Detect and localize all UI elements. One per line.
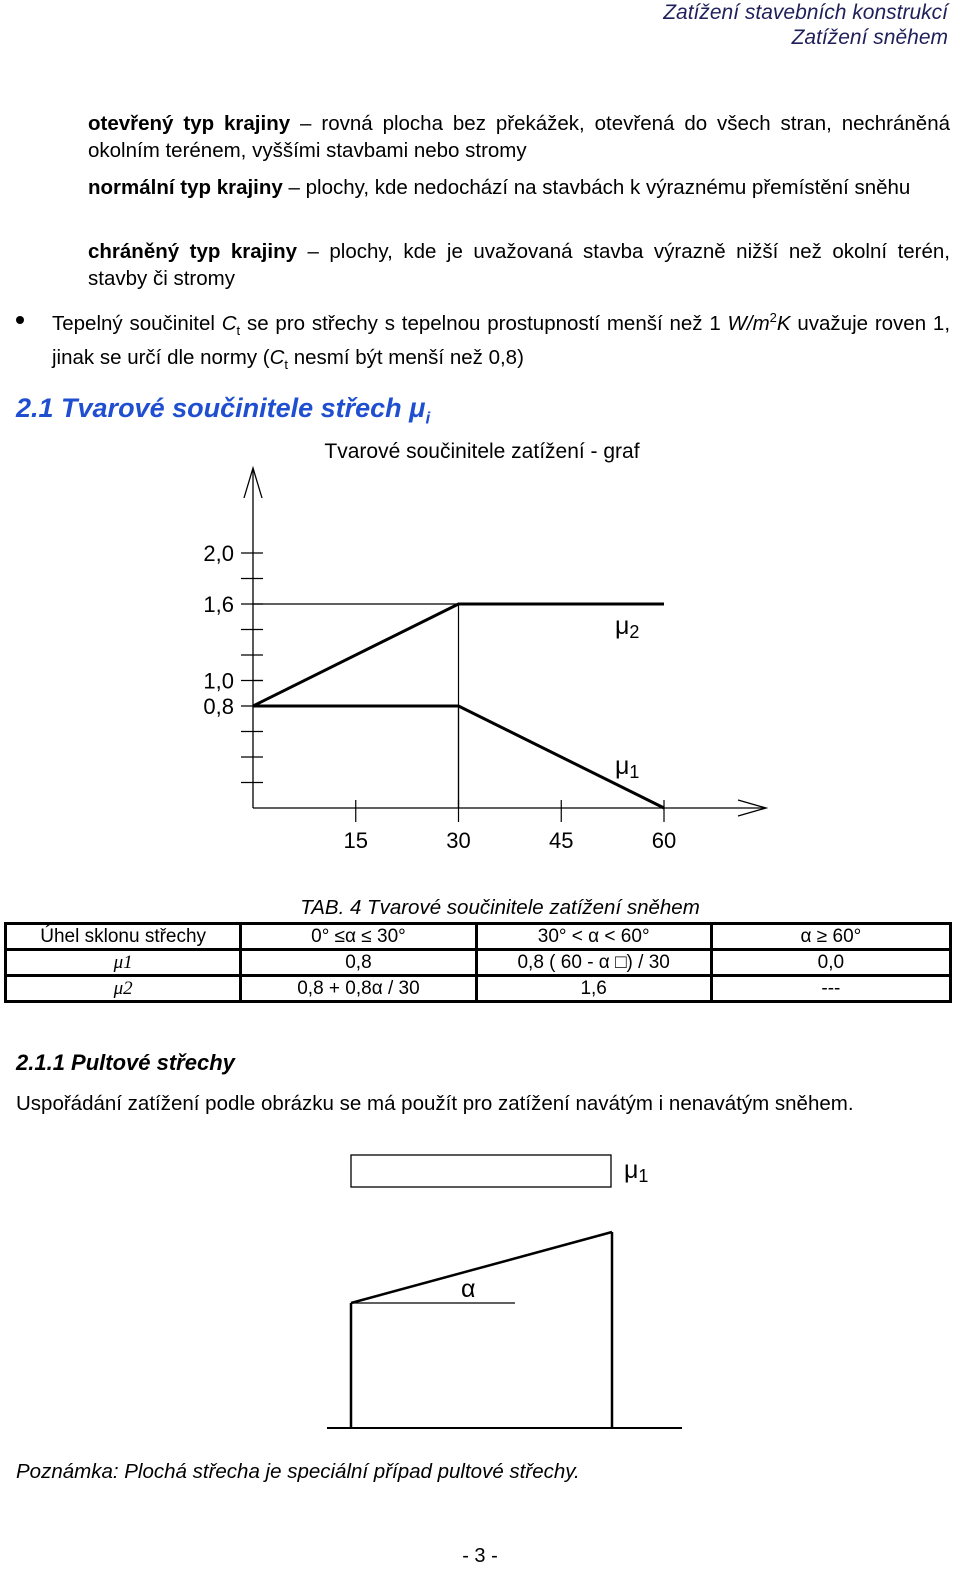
subsection-heading: 2.1.1 Pultové střechy (16, 1050, 235, 1075)
section-heading (16, 393, 430, 428)
x-tick-label: 30 (446, 828, 471, 853)
y-minor-ticks (241, 553, 263, 783)
definition: rovná plocha bez překážek, otevřená do všech stran, nechráněná okolním terénem, vyššími stavbami nebo stromy (88, 112, 950, 162)
table-cell: μ2 (6, 976, 241, 1002)
x-ticks (356, 800, 664, 822)
monopitch-roof-diagram (0, 1140, 960, 1440)
load-label-mu1: μ1 (624, 1156, 649, 1186)
shape-coefficient-chart (0, 430, 960, 860)
bullet-dot (16, 316, 24, 324)
unit: K (776, 311, 791, 335)
section-title: 2.1 Tvarové součinitele střech μ (16, 393, 426, 423)
table-cell: Úhel sklonu střechy (6, 924, 241, 950)
y-tick-label: 1,0 (203, 668, 234, 694)
term: normální typ krajiny (88, 176, 283, 199)
definition: plochy, kde je uvažovaná stavba výrazně nižší než okolní terén, stavby či stromy (88, 240, 950, 290)
definition: plochy, kde nedochází na stavbách k výraznému přemístění sněhu (305, 176, 911, 199)
note-text: Poznámka: Plochá střecha je speciální případ pultové střechy. (16, 1460, 580, 1483)
terrain-normal (88, 174, 950, 201)
y-tick-label: 2,0 (203, 541, 234, 566)
x-tick-label: 15 (343, 828, 368, 853)
y-tick-label: 1,6 (203, 592, 234, 617)
table-row (6, 950, 951, 976)
table-cell: 0,8 + 0,8α / 30 (241, 976, 476, 1002)
subsection-text: Uspořádání zatížení podle obrázku se má použít pro zatížení navátým i nenavátým sněhem. (16, 1092, 854, 1115)
axes (244, 468, 766, 816)
dash: – (290, 112, 322, 135)
thermal-coefficient-text (52, 304, 950, 378)
term: chráněný typ krajiny (88, 240, 297, 263)
series-label-mu1: μ1 (615, 752, 640, 782)
dash: – (282, 176, 306, 199)
table-cell: 0,0 (711, 950, 950, 976)
text: nesmí být menší než 0,8) (288, 345, 524, 369)
table-caption: TAB. 4 Tvarové součinitele zatížení sněhem (300, 896, 700, 919)
y-tick-label: 0,8 (203, 694, 234, 719)
table-cell: 0,8 (241, 950, 476, 976)
table-cell: α ≥ 60° (711, 924, 950, 950)
building-outline (351, 1232, 612, 1428)
snow-load-block (351, 1155, 611, 1187)
x-tick-label: 45 (549, 828, 574, 853)
unit: W/m (727, 311, 770, 335)
table-cell: --- (711, 976, 950, 1002)
coefficients-table (4, 922, 952, 1003)
table-cell: 30° < α < 60° (476, 924, 711, 950)
text: se pro střechy s tepelnou prostupností menší než 1 (240, 311, 728, 335)
header-subtitle: Zatížení sněhem (791, 26, 948, 49)
symbol-sub: t (284, 357, 289, 373)
table-row (6, 924, 951, 950)
angle-alpha-label: α (461, 1275, 476, 1303)
symbol-c: C (221, 311, 237, 335)
section-sub: i (425, 408, 431, 428)
term: otevřený typ krajiny (88, 112, 291, 135)
table-cell: 0° ≤α ≤ 30° (241, 924, 476, 950)
text: Tepelný součinitel (52, 311, 222, 335)
chart-title: Tvarové součinitele zatížení - graf (324, 440, 640, 463)
terrain-open (88, 110, 950, 164)
unit-sup: 2 (769, 310, 777, 325)
dash: – (297, 240, 330, 263)
table-row (6, 976, 951, 1002)
header-title: Zatížení stavebních konstrukcí (663, 1, 948, 24)
symbol-c: C (269, 345, 285, 369)
roof-slope (351, 1232, 612, 1303)
terrain-protected (88, 238, 950, 292)
page-number: - 3 - (462, 1545, 498, 1567)
text: uvažuje roven 1, jinak se určí dle normy ( (52, 311, 951, 369)
symbol-sub: t (236, 322, 241, 338)
table-cell: μ1 (6, 950, 241, 976)
table-cell: 1,6 (476, 976, 711, 1002)
table-cell: 0,8 ( 60 - α □) / 30 (476, 950, 711, 976)
x-tick-label: 60 (651, 828, 677, 853)
series-label-mu2: μ2 (615, 612, 640, 642)
